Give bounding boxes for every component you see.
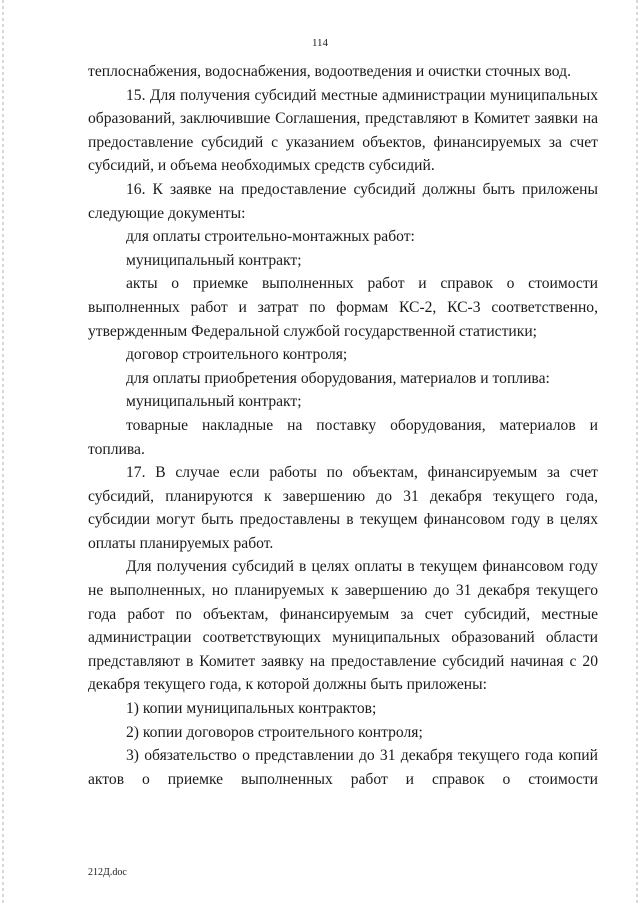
paragraph-continuation: теплоснабжения, водоснабжения, водоотведения и очистки сточных вод.	[88, 63, 571, 80]
scan-edge-left	[2, 0, 4, 905]
document-body	[88, 60, 598, 791]
list-item: муниципальный контракт;	[126, 251, 302, 269]
list-item: 2) копии договоров строительного контроля;	[126, 723, 423, 741]
list-item: для оплаты строительно-монтажных работ:	[126, 228, 415, 246]
list-item: для оплаты приобретения оборудования, материалов и топлива:	[126, 369, 550, 387]
paragraph-17: 17. В случае если работы по объектам, финансируемым за счет субсидий, планируются к завершению до 31 декабря текущего года, субсидии могут быть предоставлены в текущем финансовом году в целях оплаты планируемых работ.	[88, 464, 598, 552]
paragraph: Для получения субсидий в целях оплаты в текущем финансовом году не выполненных, но планируемых к завершению до 31 декабря текущего года работ по объектам, финансируемым за счет субсидий, местные администрации соответствующих муниципальных образований области представляют в Комитет заявку на предоставление субсидий начиная с 20 декабря текущего года, к которой должны быть приложены:	[88, 558, 598, 694]
scan-edge-right	[636, 0, 638, 905]
list-item: договор строительного контроля;	[126, 346, 348, 364]
file-name-footer: 212Д.doc	[88, 867, 127, 878]
page-number: 114	[311, 37, 329, 49]
paragraph-16: 16. К заявке на предоставление субсидий должны быть приложены следующие документы:	[88, 180, 598, 222]
list-item: товарные накладные на поставку оборудования, материалов и топлива.	[88, 416, 598, 458]
list-item: акты о приемке выполненных работ и справок о стоимости выполненных работ и затрат по формам КС-2, КС-3 соответственно, утвержденным Федеральной службой государственной статистики;	[88, 275, 598, 340]
list-item: 3) обязательство о представлении до 31 декабря текущего года копий актов о приемке выполненных работ и справок о стоимости	[88, 747, 598, 788]
list-item: 1) копии муниципальных контрактов;	[126, 700, 377, 718]
paragraph-15: 15. Для получения субсидий местные администрации муниципальных образований, заключившие Соглашения, представляют в Комитет заявки на предоставление субсидий с указанием объектов, финансируемых за счет субсидий, и объема необходимых средств субсидий.	[88, 86, 598, 175]
list-item: муниципальный контракт;	[126, 393, 302, 411]
